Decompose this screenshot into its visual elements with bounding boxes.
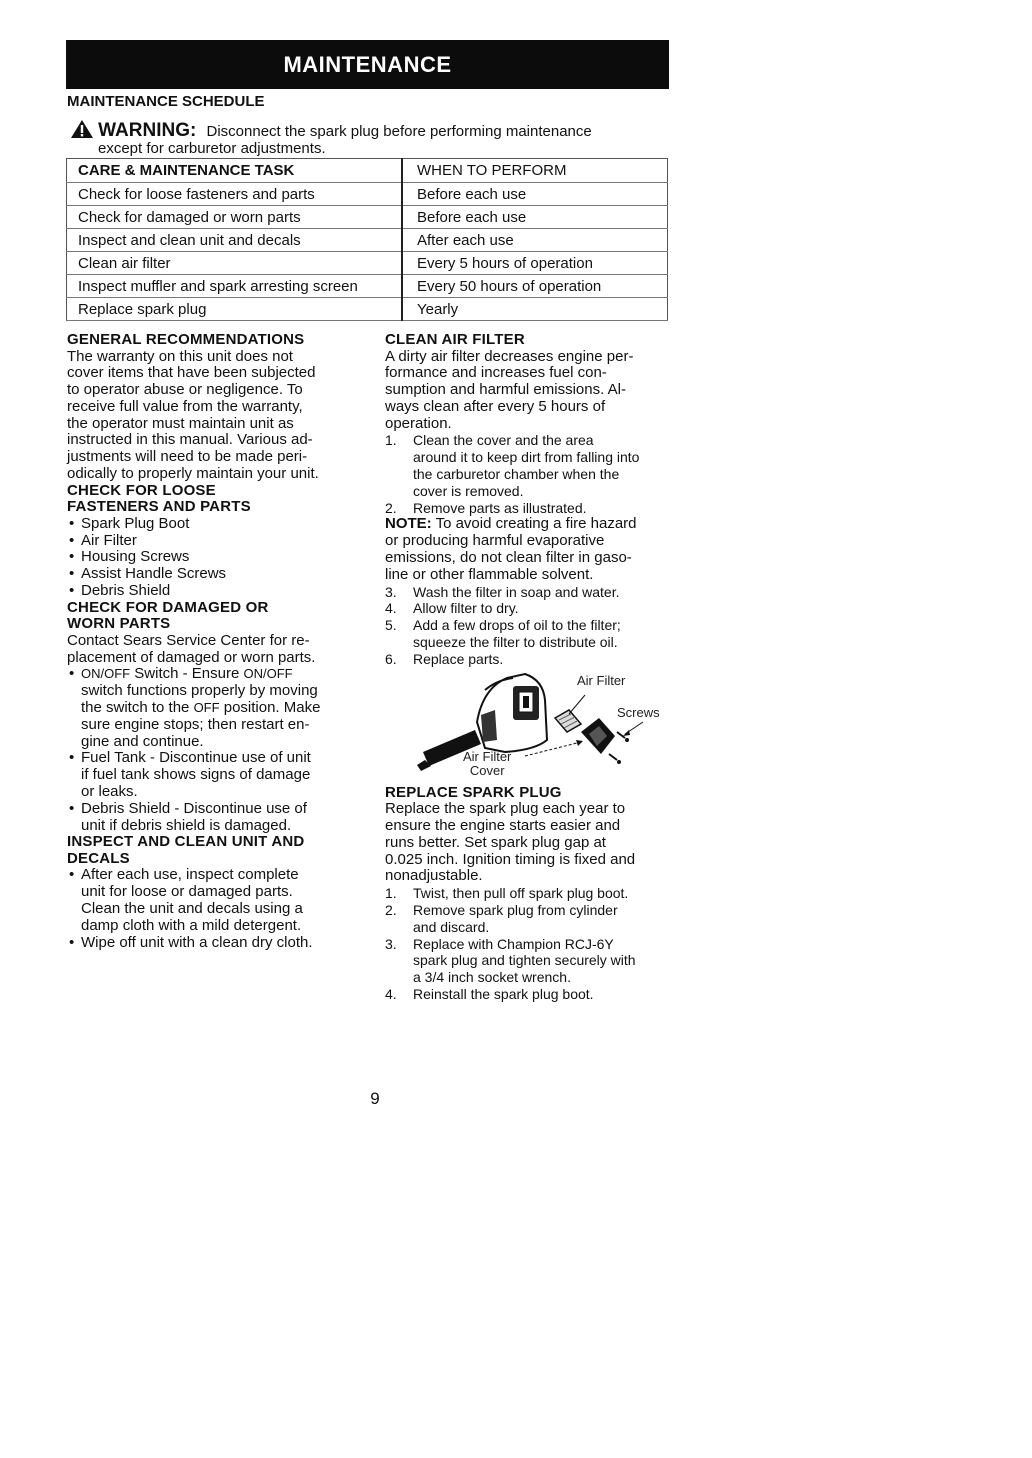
text-fragment: the switch to the <box>81 699 194 717</box>
table-row <box>67 229 668 252</box>
text-line: Remove parts as illustrated. <box>413 499 587 516</box>
text-line: or leaks. <box>81 783 138 801</box>
damaged-parts-intro <box>67 633 362 667</box>
text-line: Add a few drops of oil to the filter; <box>413 617 621 634</box>
switch-label: ON/OFF <box>81 666 131 682</box>
text-line: around it to keep dirt from falling into <box>413 449 640 466</box>
step-item <box>385 885 677 902</box>
column-header-when: WHEN TO PERFORM <box>402 159 668 183</box>
air-filter-steps-a <box>385 432 677 516</box>
list-item: • Wipe off unit with a clean dry cloth. <box>67 935 362 952</box>
list-item-fuel-tank <box>67 750 362 800</box>
label-air-filter-cover <box>463 750 511 778</box>
text-line: ways clean after every 5 hours of <box>385 397 606 415</box>
text-line: After each use, inspect complete <box>81 866 299 884</box>
inspect-clean-list <box>67 867 362 951</box>
right-column <box>385 332 677 1003</box>
when-cell: Before each use <box>402 206 668 229</box>
when-cell: Before each use <box>402 183 668 206</box>
text-line: To avoid creating a fire hazard <box>431 515 637 533</box>
text-line: the operator must maintain unit as <box>67 414 294 432</box>
text-line: Debris Shield - Discontinue use of <box>81 799 307 817</box>
note-label: NOTE: <box>385 515 432 533</box>
schedule-title: MAINTENANCE SCHEDULE <box>67 93 265 110</box>
table-header-row <box>67 159 668 183</box>
heading-line: CHECK FOR DAMAGED OR <box>67 598 269 616</box>
heading-line: WORN PARTS <box>67 615 171 633</box>
text-line: Clean the cover and the area <box>413 432 594 449</box>
text-line: if fuel tank shows signs of damage <box>81 766 311 784</box>
left-column <box>67 332 362 951</box>
table-row <box>67 252 668 275</box>
text-line: gine and continue. <box>81 732 204 750</box>
text-line: emissions, do not clean filter in gaso- <box>385 549 632 567</box>
task-cell: Inspect and clean unit and decals <box>67 229 403 252</box>
task-cell: Check for damaged or worn parts <box>67 206 403 229</box>
list-item: • Air Filter <box>67 533 362 550</box>
list-item: • Spark Plug Boot <box>67 516 362 533</box>
text-line: unit if debris shield is damaged. <box>81 816 292 834</box>
text-line: Clean the unit and decals using a <box>81 900 303 918</box>
text-line: spark plug and tighten securely with <box>413 952 636 969</box>
heading-line: INSPECT AND CLEAN UNIT AND <box>67 833 305 851</box>
list-item <box>67 867 362 934</box>
warning-triangle-icon <box>70 119 94 139</box>
task-cell: Clean air filter <box>67 252 403 275</box>
replace-spark-plug-heading: REPLACE SPARK PLUG <box>385 783 562 801</box>
step-number: 3. <box>385 935 397 952</box>
text-line: The warranty on this unit does not <box>67 347 293 365</box>
warning-block <box>70 119 670 157</box>
text-line: ensure the engine starts easier and <box>385 816 621 834</box>
step-number: 2. <box>385 901 397 918</box>
text-line: Replace parts. <box>413 650 504 667</box>
page-number: 9 <box>370 1089 380 1108</box>
text-line: Remove spark plug from cylinder <box>413 901 618 918</box>
label-line: Cover <box>469 762 505 778</box>
damaged-parts-list <box>67 666 362 834</box>
step-number: 3. <box>385 583 397 600</box>
inspect-clean-heading <box>67 834 362 867</box>
column-header-task: CARE & MAINTENANCE TASK <box>67 159 403 183</box>
text-fragment: position. Make <box>219 699 321 717</box>
step-number: 1. <box>385 885 397 902</box>
air-filter-note <box>385 516 677 583</box>
list-item: • Debris Shield <box>67 583 362 600</box>
text-line: operation. <box>385 414 452 432</box>
switch-label: ON/OFF <box>243 666 293 682</box>
text-line: Wash the filter in soap and water. <box>413 583 620 600</box>
text-line: cover is removed. <box>413 482 524 499</box>
label-line: Air Filter <box>463 748 512 764</box>
text-line: justments will need to be made peri- <box>67 448 308 466</box>
warning-label: WARNING: <box>98 120 197 141</box>
step-number: 4. <box>385 600 397 617</box>
step-item <box>385 432 677 499</box>
table-row <box>67 275 668 298</box>
text-line: unit for loose or damaged parts. <box>81 883 293 901</box>
text-line: to operator abuse or negligence. To <box>67 381 303 399</box>
step-item <box>385 986 677 1003</box>
step-item <box>385 617 677 651</box>
warning-text-continued: except for carburetor adjustments. <box>98 140 326 157</box>
text-line: sumption and harmful emissions. Al- <box>385 381 626 399</box>
task-cell: Check for loose fasteners and parts <box>67 183 403 206</box>
text-line: Replace the spark plug each year to <box>385 800 626 818</box>
task-cell: Replace spark plug <box>67 298 403 321</box>
text-line: squeeze the filter to distribute oil. <box>413 634 618 651</box>
text-line: line or other flammable solvent. <box>385 565 594 583</box>
when-cell: Every 50 hours of operation <box>402 275 668 298</box>
section-title: MAINTENANCE <box>283 51 452 77</box>
table-row <box>67 298 668 321</box>
step-number: 2. <box>385 499 397 516</box>
step-number: 6. <box>385 650 397 667</box>
text-line: instructed in this manual. Various ad- <box>67 431 313 449</box>
heading-line: DECALS <box>67 849 130 867</box>
text-line: cover items that have been subjected <box>67 364 316 382</box>
text-line: Allow filter to dry. <box>413 600 519 617</box>
switch-label: OFF <box>193 700 220 716</box>
warning-text: Disconnect the spark plug before performing maintenance <box>206 123 592 140</box>
text-line: and discard. <box>413 918 490 935</box>
heading-line: FASTENERS AND PARTS <box>67 498 251 516</box>
text-line: nonadjustable. <box>385 867 483 885</box>
list-item: • Assist Handle Screws <box>67 566 362 583</box>
air-filter-steps-b <box>385 584 677 668</box>
text-line: Twist, then pull off spark plug boot. <box>413 885 629 902</box>
list-item: • Housing Screws <box>67 549 362 566</box>
label-screws: Screws <box>617 704 660 720</box>
text-line: Replace with Champion RCJ-6Y <box>413 935 614 952</box>
air-filter-illustration <box>385 670 670 785</box>
text-line: receive full value from the warranty, <box>67 397 303 415</box>
clean-air-filter-heading: CLEAN AIR FILTER <box>385 331 525 348</box>
text-line: A dirty air filter decreases engine per- <box>385 347 634 365</box>
text-line: sure engine stops; then restart en- <box>81 715 310 733</box>
label-air-filter: Air Filter <box>577 672 626 688</box>
step-number: 4. <box>385 985 397 1002</box>
step-item <box>385 651 677 668</box>
step-item <box>385 600 677 617</box>
step-item <box>385 902 677 936</box>
text-line: Contact Sears Service Center for re- <box>67 631 310 649</box>
spark-plug-steps <box>385 885 677 1003</box>
task-cell: Inspect muffler and spark arresting screen <box>67 275 403 298</box>
general-recommendations-heading: GENERAL RECOMMENDATIONS <box>67 331 305 348</box>
list-item-debris-shield <box>67 801 362 835</box>
text-line: runs better. Set spark plug gap at <box>385 833 606 851</box>
when-cell: After each use <box>402 229 668 252</box>
list-item-switch <box>67 666 362 750</box>
text-line: switch functions properly by moving <box>81 682 318 700</box>
section-header <box>66 40 669 89</box>
text-line: damp cloth with a mild detergent. <box>81 916 302 934</box>
damaged-parts-heading <box>67 600 362 633</box>
step-item <box>385 936 677 986</box>
loose-fasteners-list <box>67 516 362 600</box>
text-line: odically to properly maintain your unit. <box>67 465 319 483</box>
maintenance-schedule-table <box>66 158 668 321</box>
clean-air-filter-intro <box>385 349 677 433</box>
step-number: 5. <box>385 617 397 634</box>
text-line: a 3/4 inch socket wrench. <box>413 969 571 986</box>
text-line: Reinstall the spark plug boot. <box>413 985 594 1002</box>
table-row <box>67 183 668 206</box>
text-line: Fuel Tank - Discontinue use of unit <box>81 749 311 767</box>
loose-fasteners-heading <box>67 483 362 516</box>
heading-line: CHECK FOR LOOSE <box>67 481 216 499</box>
when-cell: Every 5 hours of operation <box>402 252 668 275</box>
text-line: or producing harmful evaporative <box>385 532 605 550</box>
text-line: placement of damaged or worn parts. <box>67 648 316 666</box>
text-line: 0.025 inch. Ignition timing is fixed and <box>385 850 636 868</box>
air-filter-diagram <box>385 670 670 785</box>
when-cell: Yearly <box>402 298 668 321</box>
step-item <box>385 500 677 517</box>
general-recommendations-text <box>67 349 362 483</box>
text-line: the carburetor chamber when the <box>413 466 620 483</box>
text-fragment: Switch - Ensure <box>130 665 244 683</box>
step-item <box>385 584 677 601</box>
replace-spark-plug-intro <box>385 801 677 885</box>
step-number: 1. <box>385 432 397 449</box>
text-line: formance and increases fuel con- <box>385 364 607 382</box>
table-row <box>67 206 668 229</box>
